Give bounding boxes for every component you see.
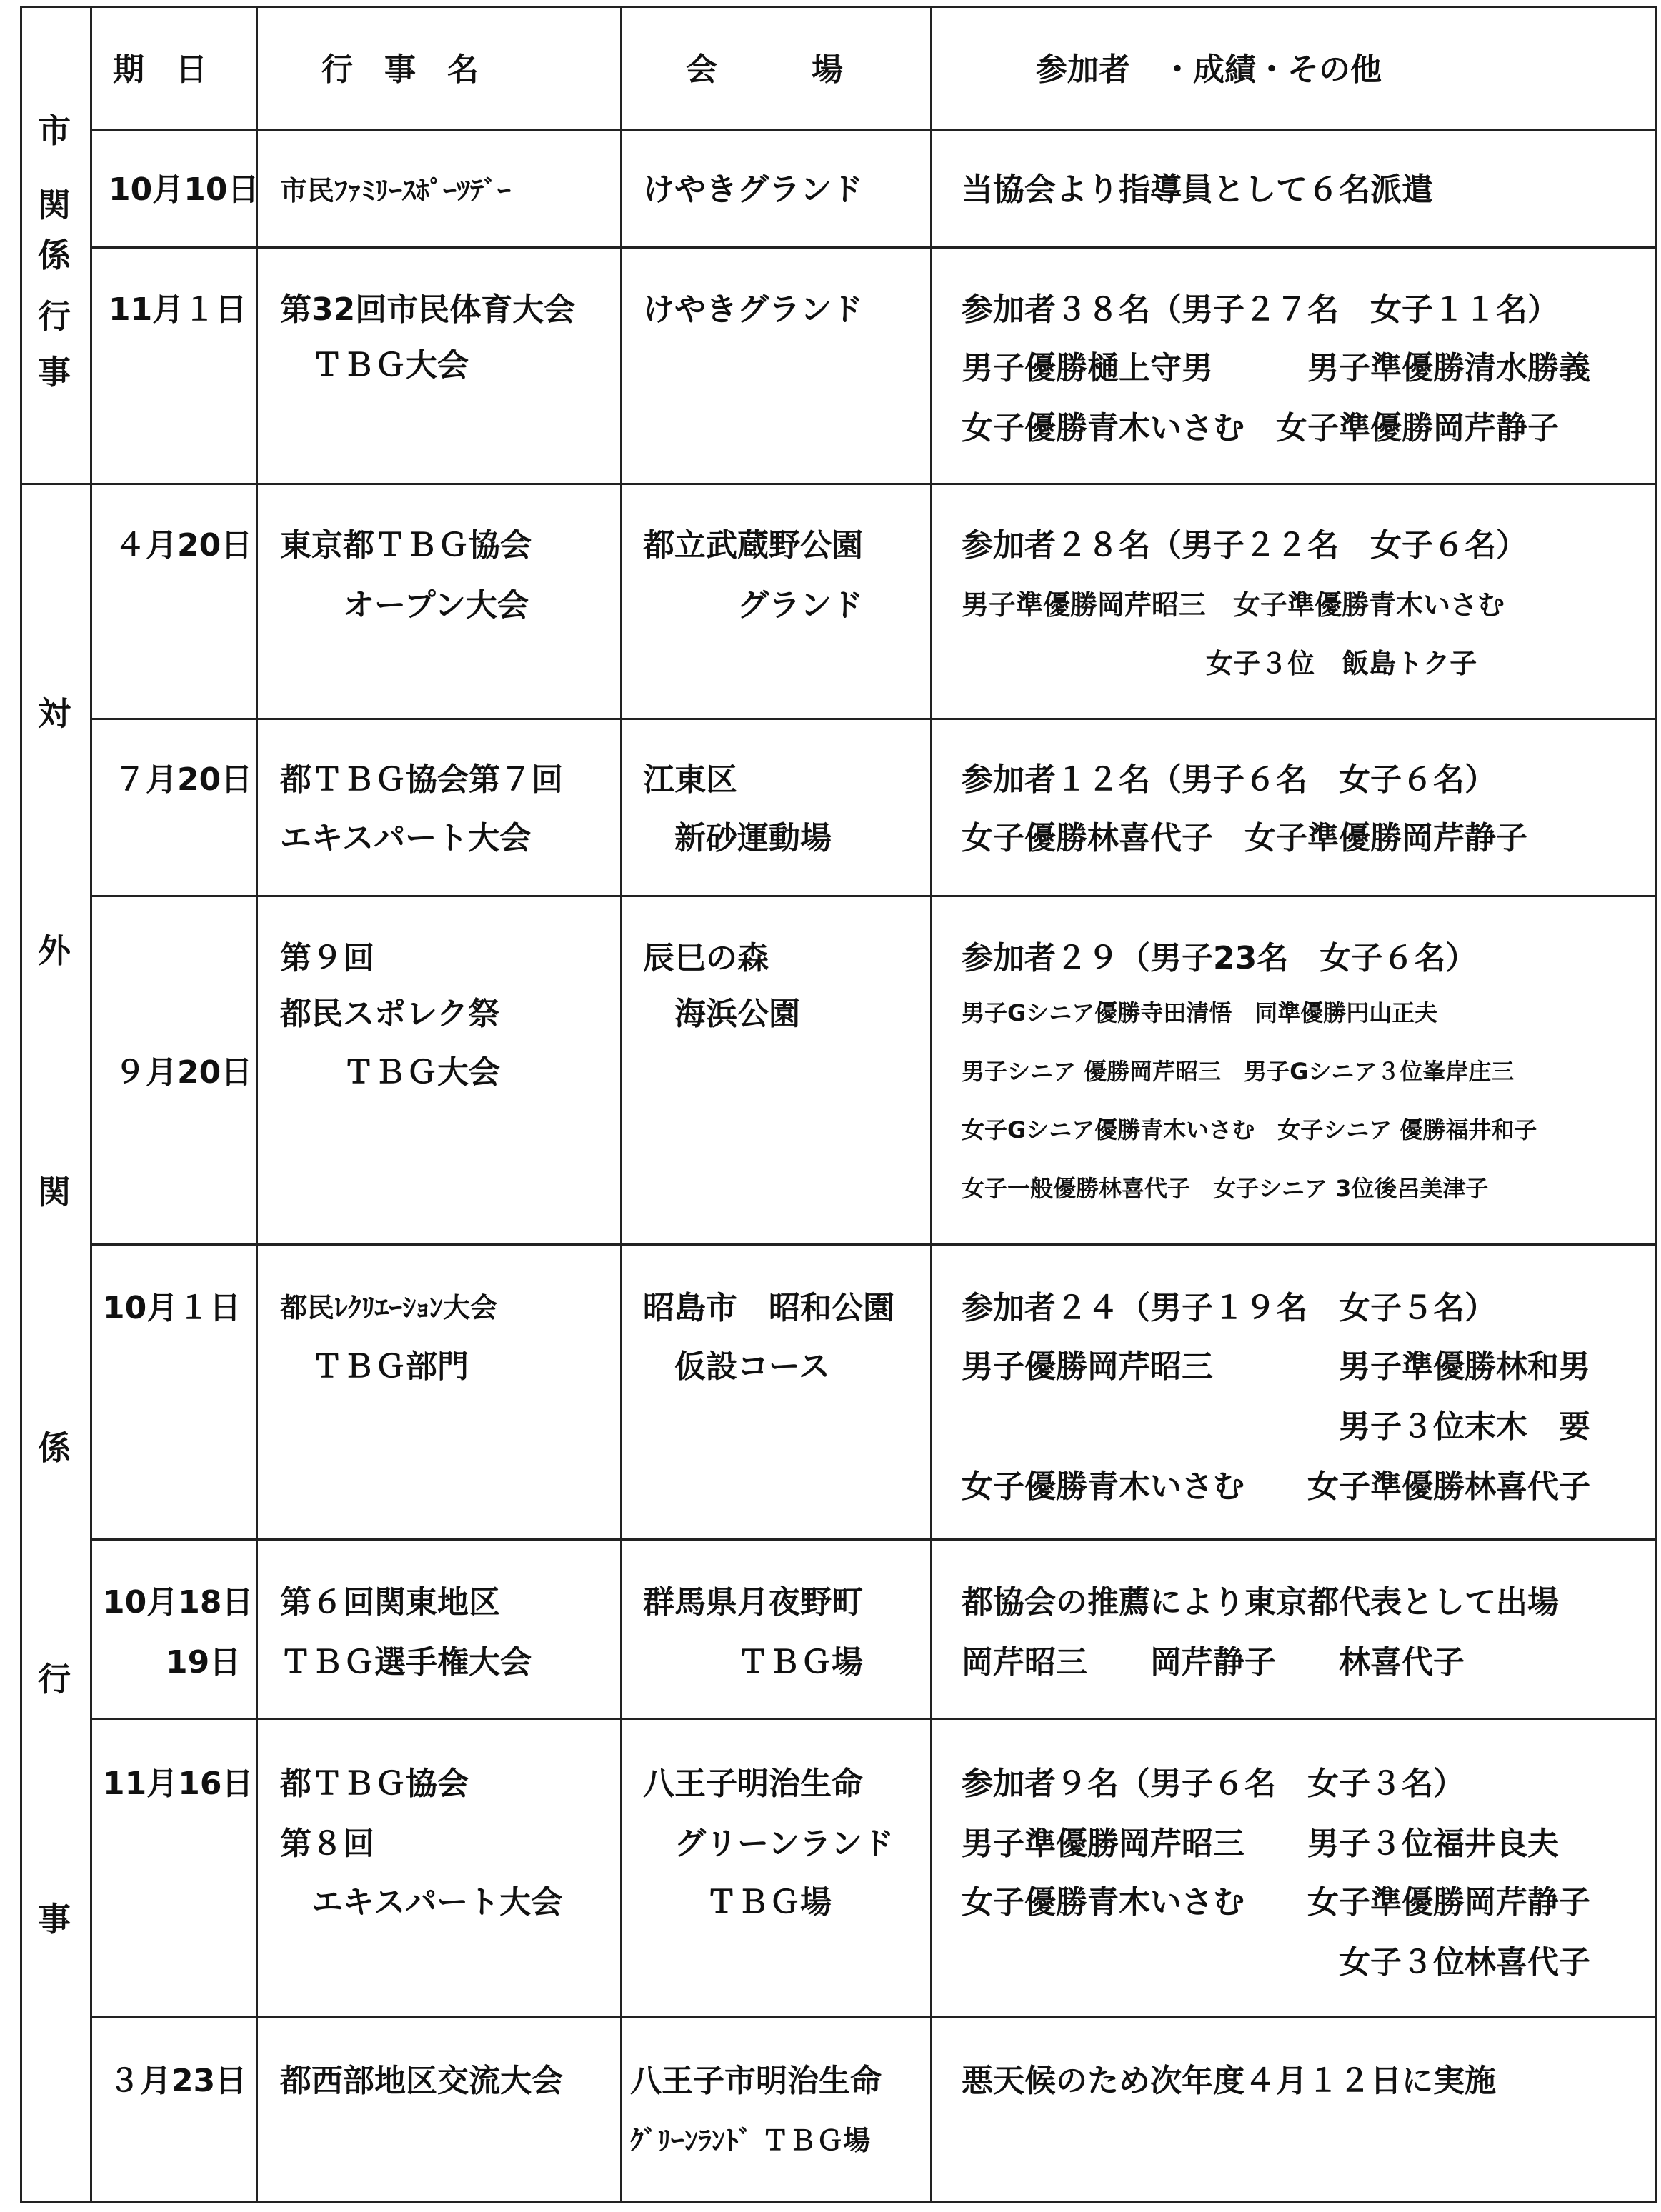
section-line	[20, 483, 1657, 485]
row-event: オープン大会	[280, 587, 529, 624]
row-event: エキスパート大会	[280, 1884, 563, 1921]
category-city-1: 市	[38, 111, 71, 150]
row-notes: 男子優勝樋上守男 男子準優勝清水勝義	[962, 350, 1590, 386]
row-date: 10月18日	[103, 1584, 254, 1621]
row-venue: ＴＢＧ場	[643, 1884, 832, 1921]
row-notes: 当協会より指導員として６名派遣	[962, 171, 1433, 208]
row-date: 10月１日	[103, 1290, 241, 1326]
row-notes: 男子シニア 優勝岡芹昭三 男子Gシニア３位峯岸庄三	[962, 1058, 1515, 1085]
row-date: 10月10日	[109, 171, 259, 208]
category-external-2: 外	[38, 931, 71, 970]
row-line	[90, 2016, 1657, 2018]
header-bottom-line	[90, 129, 1657, 131]
row-venue: ＴＢＧ場	[643, 1644, 863, 1681]
row-venue: 八王子明治生命	[643, 1766, 863, 1802]
row-date: 19日	[103, 1644, 241, 1681]
row-venue: 江東区	[643, 761, 737, 798]
row-notes: 参加者２９（男子23名 女子６名）	[962, 940, 1477, 976]
row-notes: 悪天候のため次年度４月１２日に実施	[962, 2063, 1496, 2099]
date-divider	[256, 6, 258, 2203]
row-notes: 男子優勝岡芹昭三 男子準優勝林和男	[962, 1348, 1590, 1385]
row-venue: 都立武蔵野公園	[643, 527, 863, 564]
row-date: ４月20日	[114, 527, 253, 564]
row-date: ７月20日	[114, 761, 253, 798]
category-external-1: 対	[38, 694, 71, 733]
row-notes: 参加者３８名（男子２７名 女子１１名）	[962, 291, 1559, 328]
table-frame	[20, 6, 1657, 2203]
header-notes: 参加者 ・成績・その他	[1036, 51, 1382, 88]
category-city-4: 行	[38, 297, 71, 336]
row-event: 第９回	[280, 940, 374, 976]
row-event: ＴＢＧ部門	[280, 1348, 469, 1385]
row-event: 第８回	[280, 1826, 374, 1862]
row-venue: 八王子市明治生命	[630, 2063, 882, 2099]
category-external-3: 関	[38, 1173, 71, 1211]
row-event: 第32回市民体育大会	[280, 291, 576, 328]
row-venue: ｸﾞﾘｰﾝﾗﾝﾄﾞ ＴＢＧ場	[630, 2125, 871, 2156]
row-date: 11月16日	[103, 1766, 254, 1802]
venue-divider	[930, 6, 932, 2203]
row-event: 都ＴＢＧ協会	[280, 1766, 469, 1802]
row-notes: 女子一般優勝林喜代子 女子シニア 3位後呂美津子	[962, 1175, 1489, 1202]
category-city-2: 関	[38, 186, 71, 224]
row-notes: 男子準優勝岡芹昭三 男子３位福井良夫	[962, 1826, 1559, 1862]
header-event: 行 事 名	[321, 51, 479, 88]
row-venue: 新砂運動場	[643, 820, 832, 856]
row-notes: 参加者９名（男子６名 女子３名）	[962, 1766, 1465, 1802]
row-event: ＴＢＧ大会	[280, 1054, 500, 1091]
header-venue: 会 場	[686, 51, 843, 88]
row-line	[90, 718, 1657, 720]
row-event: 都ＴＢＧ協会第７回	[280, 761, 563, 798]
row-event: エキスパート大会	[280, 820, 532, 856]
row-notes: 男子Gシニア優勝寺田清悟 同準優勝円山正夫	[962, 999, 1438, 1026]
row-notes: 女子優勝青木いさむ 女子準優勝林喜代子	[962, 1468, 1590, 1505]
row-event: ＴＢＧ大会	[280, 347, 469, 384]
row-event: 東京都ＴＢＧ協会	[280, 527, 532, 564]
row-venue: グランド	[643, 587, 863, 624]
row-date: ９月20日	[114, 1054, 253, 1091]
category-external-6: 事	[38, 1900, 71, 1938]
row-date: 11月１日	[109, 291, 247, 328]
category-divider	[90, 6, 92, 2203]
row-date: ３月23日	[109, 2063, 247, 2099]
row-line	[90, 895, 1657, 897]
row-notes: 女子Gシニア優勝青木いさむ 女子シニア 優勝福井和子	[962, 1116, 1537, 1143]
row-venue: 仮設コース	[643, 1348, 830, 1385]
category-city-3: 係	[38, 236, 71, 274]
row-venue: けやきグランド	[643, 171, 863, 208]
row-event: 都西部地区交流大会	[280, 2063, 563, 2099]
row-venue: 群馬県月夜野町	[643, 1584, 863, 1621]
row-event: 市民ﾌｧﾐﾘｰｽﾎﾟｰﾂﾃﾞｰ	[280, 175, 512, 206]
row-venue: 辰巳の森	[643, 940, 769, 976]
category-city-5: 事	[38, 353, 71, 391]
row-event: 都民スポレク祭	[280, 996, 500, 1032]
category-external-5: 行	[38, 1660, 71, 1698]
row-notes: 女子優勝林喜代子 女子準優勝岡芹静子	[962, 820, 1527, 856]
row-notes: 参加者１２名（男子６名 女子６名）	[962, 761, 1496, 798]
row-event: 都民ﾚｸﾘｴｰｼｮﾝ大会	[280, 1292, 498, 1323]
row-event: ＴＢＧ選手権大会	[280, 1644, 532, 1681]
row-venue: 海浜公園	[643, 996, 800, 1032]
row-line	[90, 1538, 1657, 1541]
row-venue: グリーンランド	[643, 1826, 894, 1862]
row-notes: 参加者２４（男子１９名 女子５名）	[962, 1290, 1496, 1326]
category-external-4: 係	[38, 1428, 71, 1467]
event-divider	[620, 6, 622, 2203]
row-event: 第６回関東地区	[280, 1584, 500, 1621]
row-notes: 女子優勝青木いさむ 女子準優勝岡芹静子	[962, 410, 1559, 446]
row-notes: 女子優勝青木いさむ 女子準優勝岡芹静子	[962, 1884, 1590, 1921]
row-notes: 女子３位 飯島トク子	[962, 648, 1477, 679]
row-venue: けやきグランド	[643, 291, 863, 328]
row-line	[90, 1243, 1657, 1246]
row-line	[90, 246, 1657, 249]
header-date: 期 日	[113, 51, 207, 88]
row-notes: 参加者２８名（男子２２名 女子６名）	[962, 527, 1527, 564]
row-venue: 昭島市 昭和公園	[643, 1290, 894, 1326]
row-notes: 男子準優勝岡芹昭三 女子準優勝青木いさむ	[962, 589, 1505, 621]
row-notes: 都協会の推薦により東京都代表として出場	[962, 1584, 1559, 1621]
row-notes: 岡芹昭三 岡芹静子 林喜代子	[962, 1644, 1465, 1681]
row-line	[90, 1718, 1657, 1720]
row-notes: 男子３位末木 要	[962, 1408, 1590, 1445]
row-notes: 女子３位林喜代子	[962, 1944, 1590, 1981]
